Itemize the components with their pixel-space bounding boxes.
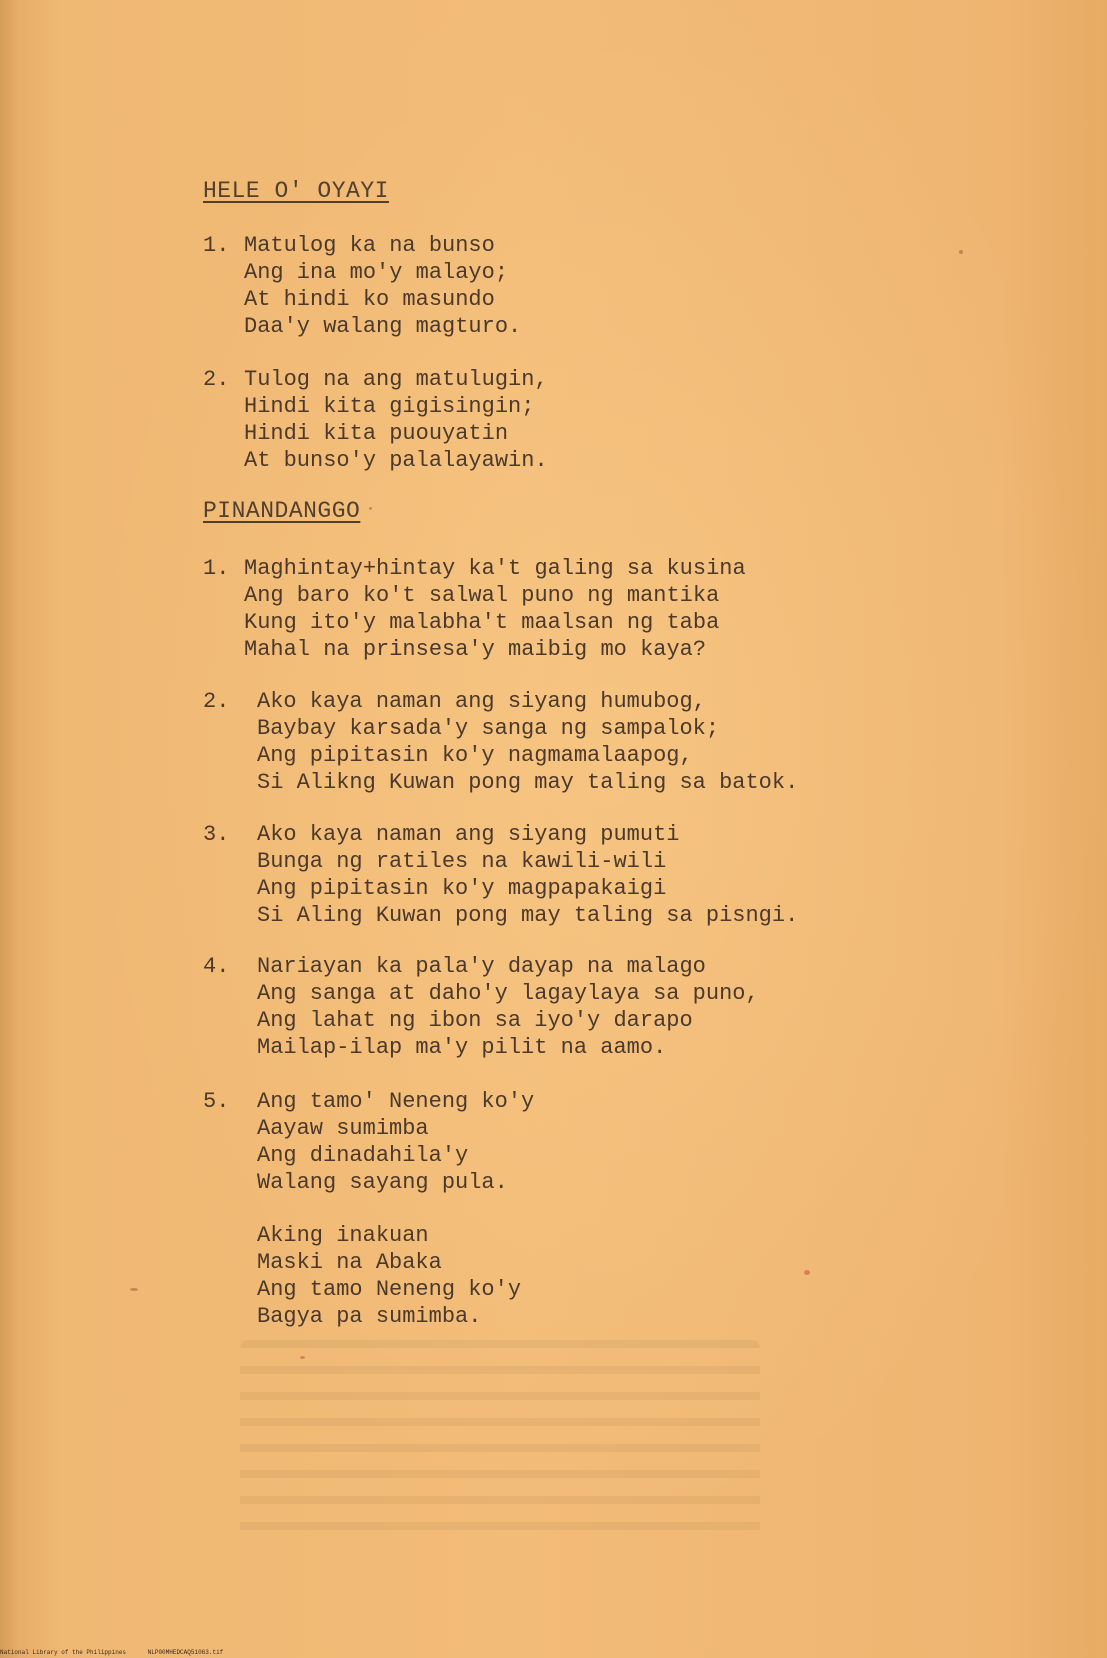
paper-speck <box>959 250 963 254</box>
library-name: National Library of the Philippines <box>0 1649 127 1656</box>
verse-line: Ako kaya naman ang siyang humubog, <box>257 689 706 714</box>
stanza-lines <box>257 688 798 796</box>
stanza-lines <box>257 1088 534 1196</box>
bleed-through-text <box>240 1340 760 1540</box>
stanza-lines <box>244 555 746 663</box>
stanza-number: 1. <box>203 556 230 581</box>
archive-footer <box>0 1649 223 1656</box>
verse-line: Si Alikng Kuwan pong may taling sa batok. <box>257 770 799 795</box>
verse-line: Ang tamo' Neneng ko'y <box>257 1089 535 1114</box>
stanza-number: 2. <box>203 689 230 714</box>
verse-line: Aayaw sumimba <box>257 1116 429 1141</box>
stanza-number: 3. <box>203 822 230 847</box>
verse-line: Ang pipitasin ko'y nagmamalaapog, <box>257 743 693 768</box>
stanza-lines <box>257 1222 521 1330</box>
stanza-number: 1. <box>203 233 230 258</box>
verse-line: Si Aling Kuwan pong may taling sa pisngi. <box>257 903 799 928</box>
verse-line: Ang ina mo'y malayo; <box>244 260 509 285</box>
verse-line: Ang dinadahila'y <box>257 1143 469 1168</box>
verse-line: Ang tamo Neneng ko'y <box>257 1277 522 1302</box>
verse-line: Nariayan ka pala'y dayap na malago <box>257 954 706 979</box>
paper-speck <box>804 1270 810 1275</box>
verse-line: Walang sayang pula. <box>257 1170 508 1195</box>
verse-line: Hindi kita gigisingin; <box>244 394 535 419</box>
verse-line: Kung ito'y malabha't maalsan ng taba <box>244 610 720 635</box>
paper-speck <box>130 1288 138 1291</box>
verse-line: Maghintay+hintay ka't galing sa kusina <box>244 556 746 581</box>
paper-speck <box>369 507 372 510</box>
verse-line: Ang baro ko't salwal puno ng mantika <box>244 583 720 608</box>
stanza-number: 2. <box>203 367 230 392</box>
scan-filename: NLP00MHEDCAQ51063.tif <box>147 1649 224 1656</box>
footer-separator <box>130 1649 144 1656</box>
section-title-pinandanggo: PINANDANGGO <box>203 498 361 524</box>
stanza-number: 5. <box>203 1089 230 1114</box>
section-title-hele-o-oyayi: HELE O' OYAYI <box>203 178 389 204</box>
verse-line: Ang lahat ng ibon sa iyo'y darapo <box>257 1008 693 1033</box>
verse-line: Baybay karsada'y sanga ng sampalok; <box>257 716 720 741</box>
verse-line: Tulog na ang matulugin, <box>244 367 548 392</box>
verse-line: Ang pipitasin ko'y magpapakaigi <box>257 876 667 901</box>
verse-line: Mailap-ilap ma'y pilit na aamo. <box>257 1035 667 1060</box>
verse-line: Ako kaya naman ang siyang pumuti <box>257 822 680 847</box>
verse-line: Mahal na prinsesa'y maibig mo kaya? <box>244 637 707 662</box>
verse-line: At hindi ko masundo <box>244 287 495 312</box>
verse-line: Matulog ka na bunso <box>244 233 495 258</box>
verse-line: Daa'y walang magturo. <box>244 314 522 339</box>
verse-line: At bunso'y palalayawin. <box>244 448 548 473</box>
stanza-lines <box>257 953 759 1061</box>
verse-line: Ang sanga at daho'y lagaylaya sa puno, <box>257 981 759 1006</box>
stanza-lines <box>244 232 521 340</box>
verse-line: Aking inakuan <box>257 1223 429 1248</box>
verse-line: Maski na Abaka <box>257 1250 442 1275</box>
verse-line: Hindi kita puouyatin <box>244 421 509 446</box>
verse-line: Bagya pa sumimba. <box>257 1304 482 1329</box>
stanza-lines <box>244 366 548 474</box>
stanza-lines <box>257 821 798 929</box>
paper-speck <box>300 1356 305 1359</box>
stanza-number: 4. <box>203 954 230 979</box>
verse-line: Bunga ng ratiles na kawili-wili <box>257 849 667 874</box>
